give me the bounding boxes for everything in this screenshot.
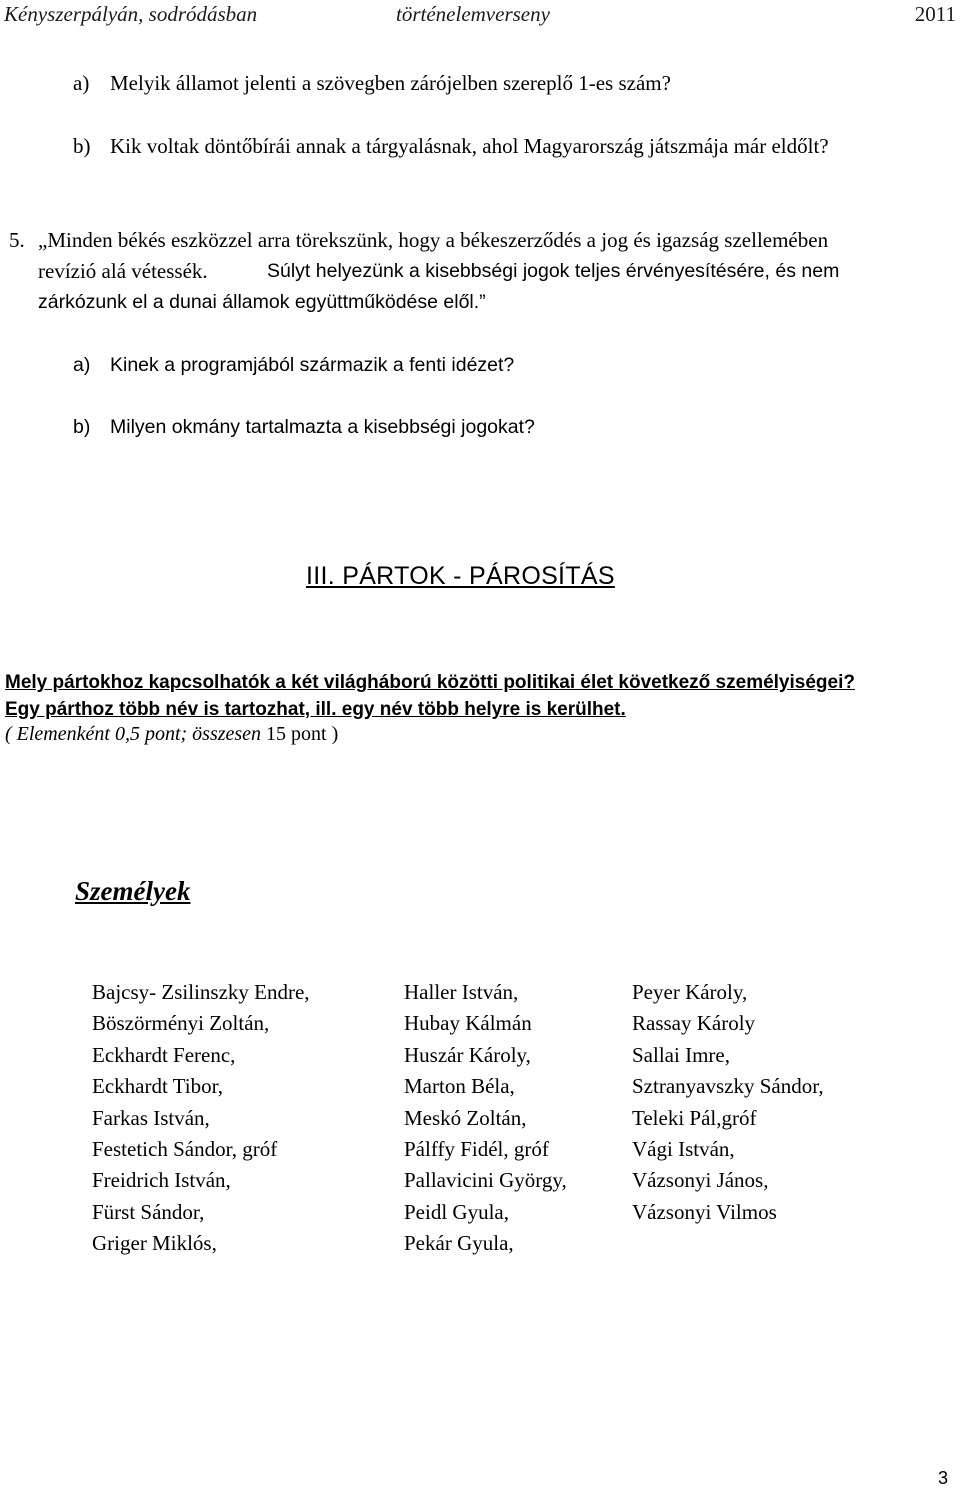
q4-a-text: Melyik államot jelenti a szövegben zárójelben szereplő 1-es szám? [110, 71, 671, 95]
person-name: Eckhardt Ferenc, [92, 1042, 236, 1067]
q4-a-label: a) [73, 71, 90, 95]
person-name: Freidrich István, [92, 1168, 231, 1193]
persons-col-1 [92, 977, 310, 1260]
persons-title: Személyek [75, 876, 191, 906]
header-center: történelemverseny [396, 2, 550, 26]
q5-quote-line2-sans: Súlyt helyezünk a kisebbségi jogok teljes érvényesítésére, és nem [267, 260, 840, 282]
q5-a-label: a) [73, 354, 91, 376]
person-name: Marton Béla, [404, 1074, 515, 1099]
q4-b-text: Kik voltak döntőbírái annak a tárgyalásnak, ahol Magyarország játszmája már eldőlt? [110, 134, 829, 158]
q5-a-text: Kinek a programjából származik a fenti idézet? [110, 354, 515, 376]
person-name: Pallavicini György, [404, 1168, 567, 1193]
points-normal: 15 pont ) [266, 723, 339, 745]
persons-col-2 [404, 977, 567, 1260]
person-name: Pekár Gyula, [404, 1231, 514, 1256]
person-name: Eckhardt Tibor, [92, 1074, 223, 1099]
person-name: Meskó Zoltán, [404, 1105, 527, 1130]
section-title: III. PÁRTOK - PÁROSÍTÁS [306, 562, 615, 590]
points-italic: ( Elemenként 0,5 pont; összesen [5, 723, 262, 745]
person-name: Vázsonyi János, [632, 1168, 769, 1193]
person-name: Sztranyavszky Sándor, [632, 1074, 824, 1099]
person-name: Peyer Károly, [632, 980, 748, 1004]
person-name: Griger Miklós, [92, 1231, 217, 1256]
person-name: Vázsonyi Vilmos [632, 1199, 777, 1224]
person-name: Haller István, [404, 980, 519, 1004]
q5-quote-line3: zárkózunk el a dunai államok együttműködése elől.” [38, 291, 486, 313]
person-name: Teleki Pál,gróf [632, 1105, 757, 1130]
person-name: Sallai Imre, [632, 1042, 730, 1067]
person-name: Peidl Gyula, [404, 1199, 509, 1224]
person-name: Fürst Sándor, [92, 1199, 205, 1224]
persons-col-3 [632, 977, 824, 1228]
points-note [5, 723, 338, 746]
person-name: Pálffy Fidél, gróf [404, 1137, 549, 1162]
page-header [0, 2, 960, 32]
person-name: Bajcsy- Zsilinszky Endre, [92, 980, 310, 1004]
page-number: 3 [938, 1468, 949, 1488]
person-name: Rassay Károly [632, 1011, 756, 1036]
person-name: Farkas István, [92, 1105, 210, 1130]
person-name: Vági István, [632, 1137, 735, 1162]
q5-quote-line1: „Minden békés eszközzel arra törekszünk, hogy a békeszerződés a jog és igazság szellemében [38, 228, 829, 252]
instruction-line2: Egy párthoz több név is tartozhat, ill. egy név több helyre is kerülhet. [5, 699, 626, 720]
person-name: Huszár Károly, [404, 1042, 531, 1067]
q5-quote-line2-serif: revízió alá vétessék. [38, 259, 208, 283]
q4-b-label: b) [73, 134, 91, 158]
q5-number: 5. [9, 228, 25, 252]
q5-b-text: Milyen okmány tartalmazta a kisebbségi jogokat? [110, 416, 535, 438]
header-left: Kényszerpályán, sodródásban [4, 2, 258, 26]
person-name: Hubay Kálmán [404, 1011, 532, 1036]
header-year: 2011 [914, 2, 956, 26]
instruction-line1: Mely pártokhoz kapcsolhatók a két világháború közötti politikai élet következő személyiségei? [5, 672, 855, 693]
person-name: Festetich Sándor, gróf [92, 1137, 278, 1162]
q5-b-label: b) [73, 416, 91, 438]
person-name: Böszörményi Zoltán, [92, 1011, 270, 1036]
